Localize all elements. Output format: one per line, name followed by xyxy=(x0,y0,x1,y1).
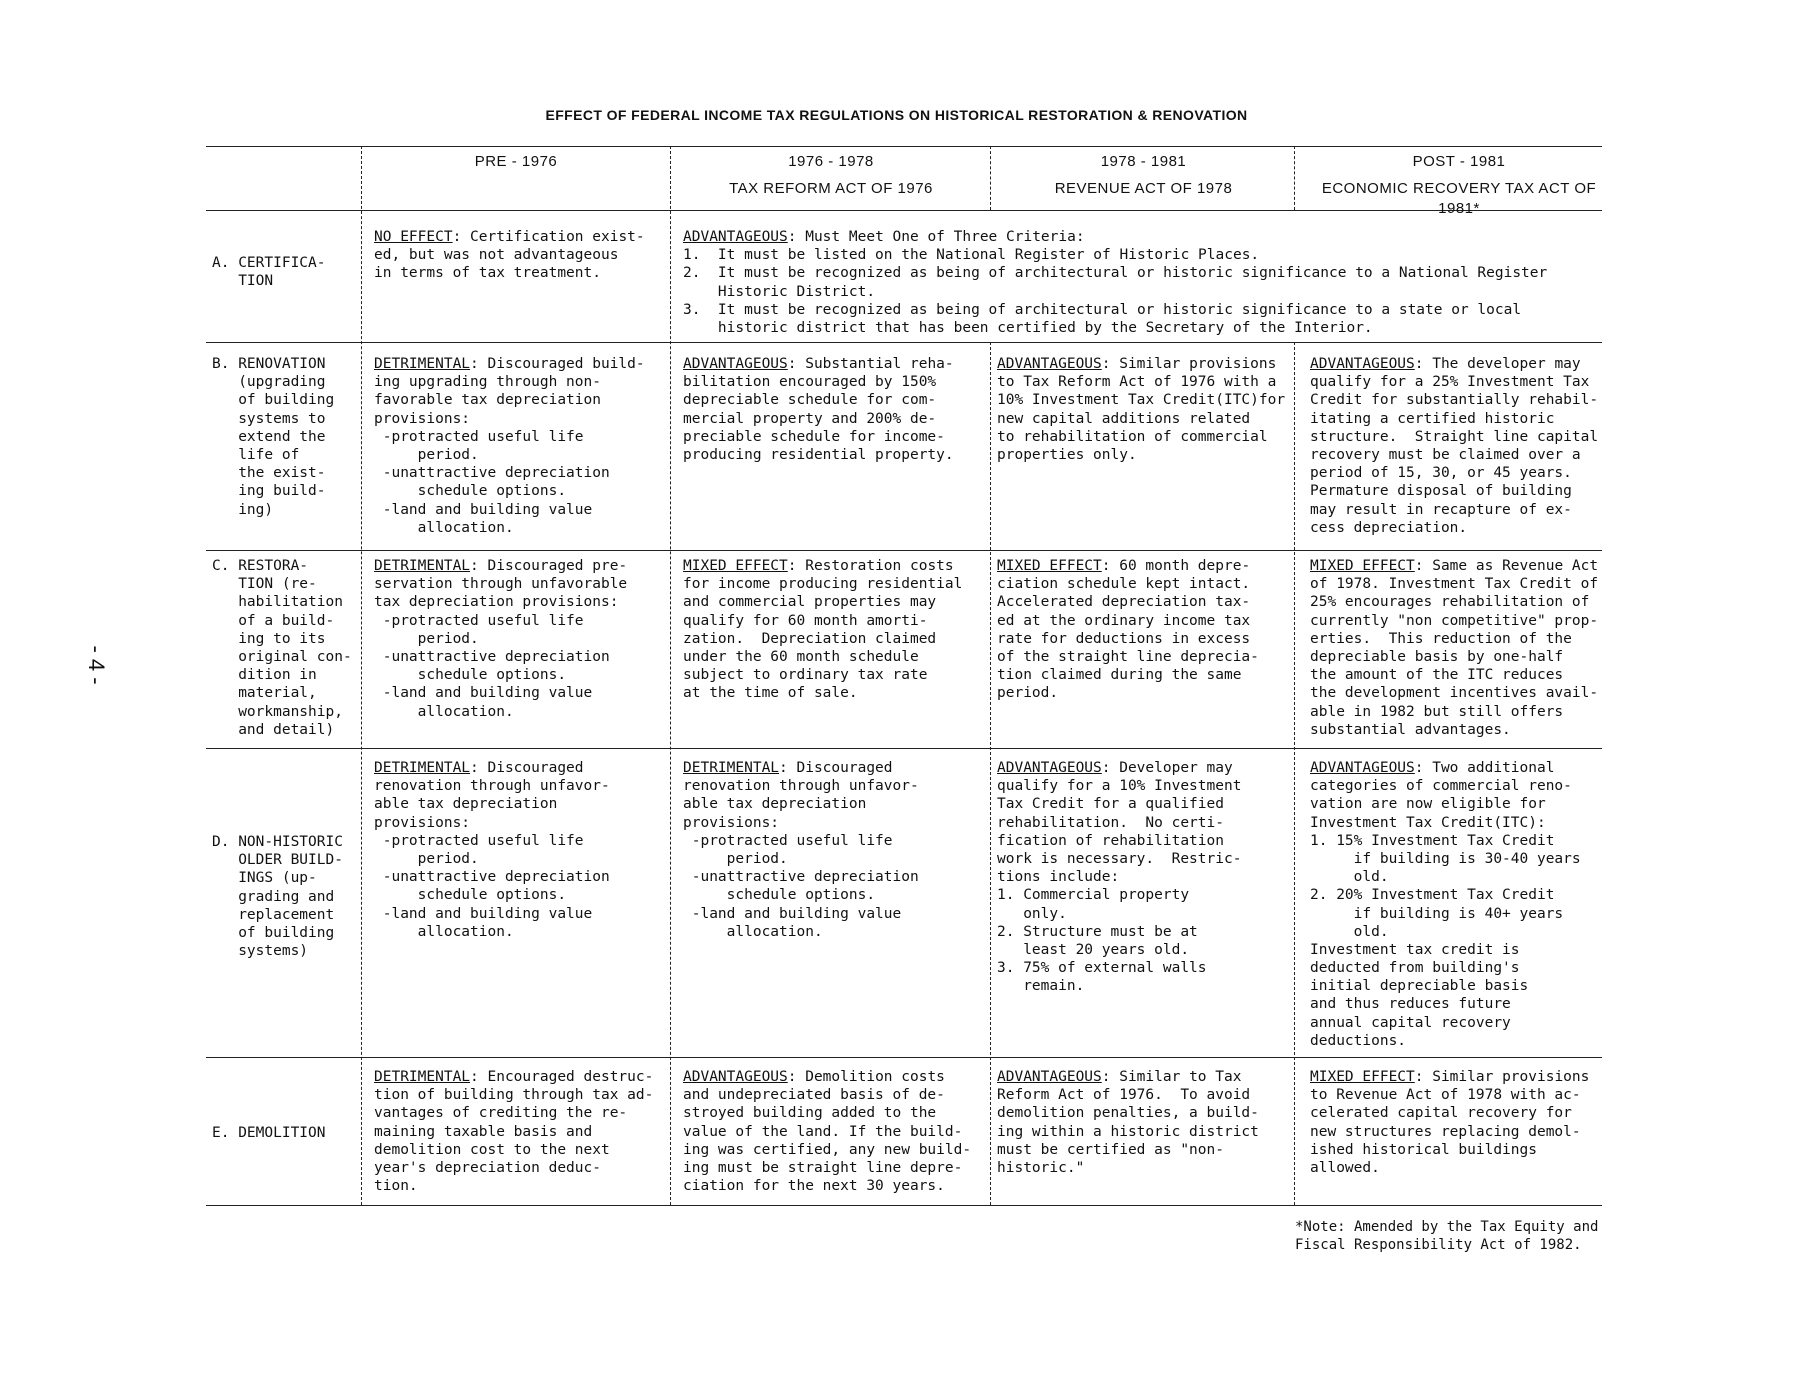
text-line: -protracted useful life xyxy=(683,832,893,849)
table-top-rule xyxy=(206,146,1602,147)
text-line: -land and building value xyxy=(374,685,593,702)
text-line: under the 60 month schedule xyxy=(683,648,919,665)
text-line: ADVANTAGEOUS: Demolition costs xyxy=(683,1069,945,1085)
effect-heading: MIXED EFFECT xyxy=(1310,1069,1415,1085)
row-label-restoration xyxy=(212,557,352,739)
text-line: value of the land. If the build- xyxy=(683,1123,963,1140)
text-line: the development incentives avail- xyxy=(1310,685,1599,702)
text-line: demolition cost to the next xyxy=(374,1141,610,1158)
effect-heading: ADVANTAGEOUS xyxy=(997,356,1102,372)
text-line: C. RESTORA- xyxy=(212,558,309,574)
text-line: period. xyxy=(683,850,788,867)
text-line: Historic District. xyxy=(683,283,876,300)
cell-non-historic-pre-1976 xyxy=(374,759,610,941)
text-line: producing residential property. xyxy=(683,446,954,463)
text-line: provisions: xyxy=(374,814,471,831)
text-line: old. xyxy=(1310,923,1389,940)
text-line: allocation. xyxy=(374,519,514,536)
text-line: tions include: xyxy=(997,869,1120,886)
text-line: systems to xyxy=(212,410,326,427)
effect-heading: DETRIMENTAL xyxy=(374,760,471,776)
effect-heading: MIXED EFFECT xyxy=(997,558,1102,574)
text-line: workmanship, xyxy=(212,703,343,720)
text-line: ADVANTAGEOUS: The developer may xyxy=(1310,356,1581,372)
text-line: 1. Commercial property xyxy=(997,887,1190,904)
text-line: ed at the ordinary income tax xyxy=(997,612,1251,629)
text-line: new capital additions related xyxy=(997,410,1251,427)
text-line: replacement xyxy=(212,906,335,923)
text-line: and thus reduces future xyxy=(1310,996,1511,1013)
text-line: old. xyxy=(1310,869,1389,886)
text-line: able tax depreciation xyxy=(683,796,867,813)
document-title: EFFECT OF FEDERAL INCOME TAX REGULATIONS ON HISTORICAL RESTORATION & RENOVATION xyxy=(545,107,1248,123)
text-line: qualify for a 10% Investment xyxy=(997,778,1242,795)
effect-heading: ADVANTAGEOUS xyxy=(997,760,1102,776)
text-line: 25% encourages rehabilitation of xyxy=(1310,594,1590,611)
text-line: the exist- xyxy=(212,465,326,482)
text-line: ADVANTAGEOUS: Similar to Tax xyxy=(997,1069,1242,1085)
text-line: MIXED EFFECT: 60 month depre- xyxy=(997,558,1251,574)
text-line: itating a certified historic xyxy=(1310,410,1555,427)
text-line: A. CERTIFICA- xyxy=(212,255,326,271)
text-line: DETRIMENTAL: Discouraged xyxy=(374,760,584,776)
text-line: the amount of the ITC reduces xyxy=(1310,667,1564,684)
text-line: -protracted useful life xyxy=(374,832,584,849)
column-divider xyxy=(361,146,362,1205)
effect-heading: ADVANTAGEOUS xyxy=(1310,760,1415,776)
text-line: period. xyxy=(997,685,1059,702)
text-line: provisions: xyxy=(374,410,471,427)
text-line: of 1978. Investment Tax Credit of xyxy=(1310,576,1599,593)
text-line: must be certified as "non- xyxy=(997,1141,1224,1158)
text-line: ADVANTAGEOUS: Developer may xyxy=(997,760,1233,776)
text-line: if building is 40+ years xyxy=(1310,905,1564,922)
text-line: Investment Tax Credit(ITC): xyxy=(1310,814,1546,831)
text-line: annual capital recovery xyxy=(1310,1014,1511,1031)
text-line: of a build- xyxy=(212,612,335,629)
cell-non-historic-1976-1978 xyxy=(683,759,919,941)
text-line: tion claimed during the same xyxy=(997,667,1242,684)
effect-heading: DETRIMENTAL xyxy=(374,558,471,574)
text-line: able in 1982 but still offers xyxy=(1310,703,1564,720)
text-line: celerated capital recovery for xyxy=(1310,1105,1572,1122)
cell-renovation-pre-1976 xyxy=(374,355,645,537)
text-line: provisions: xyxy=(683,814,780,831)
text-line: deductions. xyxy=(1310,1032,1407,1049)
text-line: in terms of tax treatment. xyxy=(374,265,601,282)
effect-heading: ADVANTAGEOUS xyxy=(997,1069,1102,1085)
text-line: of building xyxy=(212,392,335,409)
text-line: currently "non competitive" prop- xyxy=(1310,612,1599,629)
text-line: MIXED EFFECT: Same as Revenue Act xyxy=(1310,558,1599,574)
text-line: substantial advantages. xyxy=(1310,721,1511,738)
text-line: habilitation xyxy=(212,594,343,611)
row-c-bottom-rule xyxy=(206,748,1602,749)
text-line: -land and building value xyxy=(683,905,902,922)
text-line: preciable schedule for income- xyxy=(683,428,945,445)
text-line: ing must be straight line depre- xyxy=(683,1159,963,1176)
page-number: - 4 - xyxy=(84,645,109,685)
text-line: Fiscal Responsibility Act of 1982. xyxy=(1295,1237,1582,1254)
text-line: ADVANTAGEOUS: Similar provisions xyxy=(997,356,1277,372)
text-line: stroyed building added to the xyxy=(683,1105,937,1122)
cell-certification-pre-1976 xyxy=(374,228,645,283)
text-line: systems) xyxy=(212,943,309,960)
column-divider xyxy=(1294,342,1295,1205)
text-line: renovation through unfavor- xyxy=(683,778,919,795)
text-line: 2. 20% Investment Tax Credit xyxy=(1310,887,1555,904)
text-line: to Revenue Act of 1978 with ac- xyxy=(1310,1087,1581,1104)
effect-heading: ADVANTAGEOUS xyxy=(1310,356,1415,372)
text-line: subject to ordinary tax rate xyxy=(683,667,928,684)
text-line: depreciable schedule for com- xyxy=(683,392,937,409)
text-line: recovery must be claimed over a xyxy=(1310,446,1581,463)
text-line: demolition penalties, a build- xyxy=(997,1105,1259,1122)
text-line: -land and building value xyxy=(374,501,593,518)
column-header-pre-1976 xyxy=(366,151,666,179)
cell-non-historic-1978-1981 xyxy=(997,759,1241,995)
text-line: only. xyxy=(997,905,1067,922)
table-bottom-rule xyxy=(206,1205,1602,1206)
text-line: -unattractive depreciation xyxy=(374,648,610,665)
text-line: able tax depreciation xyxy=(374,796,558,813)
text-line: TION (re- xyxy=(212,576,317,593)
effect-heading: MIXED EFFECT xyxy=(1310,558,1415,574)
text-line: schedule options. xyxy=(374,887,567,904)
text-line: allowed. xyxy=(1310,1159,1380,1176)
cell-restoration-1978-1981 xyxy=(997,557,1259,703)
row-label-non-historic xyxy=(212,833,352,960)
cell-renovation-1978-1981 xyxy=(997,355,1285,464)
footnote xyxy=(1295,1218,1598,1254)
cell-restoration-post-1981 xyxy=(1310,557,1598,739)
text-line: ADVANTAGEOUS: Substantial reha- xyxy=(683,356,954,372)
text-line: vation are now eligible for xyxy=(1310,796,1546,813)
text-line: DETRIMENTAL: Encouraged destruc- xyxy=(374,1069,654,1085)
text-line: to rehabilitation of commercial xyxy=(997,428,1268,445)
text-line: E. DEMOLITION xyxy=(212,1125,326,1141)
text-line: least 20 years old. xyxy=(997,941,1190,958)
row-b-bottom-rule xyxy=(206,550,1602,551)
text-line: -unattractive depreciation xyxy=(374,869,610,886)
text-line: dition in xyxy=(212,667,317,684)
row-label-certification xyxy=(212,254,352,290)
text-line: allocation. xyxy=(683,923,823,940)
text-line: period. xyxy=(374,630,479,647)
text-line: MIXED EFFECT: Restoration costs xyxy=(683,558,954,574)
text-line: year's depreciation deduc- xyxy=(374,1159,601,1176)
row-d-bottom-rule xyxy=(206,1057,1602,1058)
text-line: and undepreciated basis of de- xyxy=(683,1087,945,1104)
cell-demolition-pre-1976 xyxy=(374,1068,653,1195)
text-line: new structures replacing demol- xyxy=(1310,1123,1581,1140)
text-line: remain. xyxy=(997,978,1085,995)
text-line: DETRIMENTAL: Discouraged pre- xyxy=(374,558,628,574)
text-line: and detail) xyxy=(212,721,335,738)
text-line: mercial property and 200% de- xyxy=(683,410,937,427)
cell-restoration-1976-1978 xyxy=(683,557,962,703)
column-header-1978-1981 xyxy=(996,151,1291,199)
column-years: POST - 1981 xyxy=(1412,153,1506,170)
effect-heading: DETRIMENTAL xyxy=(374,356,471,372)
column-divider xyxy=(990,146,991,210)
column-years: 1976 - 1978 xyxy=(788,153,874,170)
column-divider xyxy=(670,146,671,1205)
column-years: 1978 - 1981 xyxy=(1100,153,1187,170)
text-line: tax depreciation provisions: xyxy=(374,594,619,611)
text-line: rehabilitation. No certi- xyxy=(997,814,1224,831)
cell-non-historic-post-1981 xyxy=(1310,759,1581,1050)
text-line: schedule options. xyxy=(683,887,876,904)
text-line: ished historical buildings xyxy=(1310,1141,1537,1158)
text-line: to Tax Reform Act of 1976 with a xyxy=(997,374,1277,391)
text-line: qualify for a 25% Investment Tax xyxy=(1310,374,1590,391)
text-line: ADVANTAGEOUS: Two additional xyxy=(1310,760,1555,776)
text-line: for income producing residential xyxy=(683,576,963,593)
row-a-bottom-rule xyxy=(206,342,1602,343)
text-line: ing within a historic district xyxy=(997,1123,1259,1140)
text-line: work is necessary. Restric- xyxy=(997,850,1242,867)
text-line: B. RENOVATION xyxy=(212,356,326,372)
text-line: extend the xyxy=(212,428,326,445)
text-line: historic district that has been certified by the Secretary of the Interior. xyxy=(683,319,1373,336)
text-line: ing build- xyxy=(212,483,326,500)
column-header-1976-1978 xyxy=(676,151,986,199)
text-line: period of 15, 30, or 45 years. xyxy=(1310,465,1572,482)
cell-renovation-post-1981 xyxy=(1310,355,1598,537)
text-line: servation through unfavorable xyxy=(374,576,628,593)
text-line: allocation. xyxy=(374,703,514,720)
text-line: at the time of sale. xyxy=(683,685,858,702)
text-line: 1. It must be listed on the National Register of Historic Places. xyxy=(683,247,1260,264)
column-divider xyxy=(1294,146,1295,210)
text-line: OLDER BUILD- xyxy=(212,852,343,869)
cell-demolition-1978-1981 xyxy=(997,1068,1259,1177)
text-line: D. NON-HISTORIC xyxy=(212,834,343,850)
text-line: 10% Investment Tax Credit(ITC)for xyxy=(997,392,1286,409)
text-line: categories of commercial reno- xyxy=(1310,778,1572,795)
text-line: qualify for 60 month amorti- xyxy=(683,612,928,629)
row-label-demolition xyxy=(212,1124,352,1142)
text-line: 2. It must be recognized as being of architectural or historic significance to a National Register xyxy=(683,265,1548,282)
text-line: Credit for substantially rehabil- xyxy=(1310,392,1599,409)
effect-heading: ADVANTAGEOUS xyxy=(683,356,788,372)
text-line: INGS (up- xyxy=(212,870,317,887)
text-line: deducted from building's xyxy=(1310,960,1520,977)
text-line: 2. Structure must be at xyxy=(997,923,1198,940)
text-line: -unattractive depreciation xyxy=(683,869,919,886)
text-line: renovation through unfavor- xyxy=(374,778,610,795)
text-line: Reform Act of 1976. To avoid xyxy=(997,1087,1251,1104)
text-line: ed, but was not advantageous xyxy=(374,247,619,264)
effect-heading: NO EFFECT xyxy=(374,229,453,245)
text-line: 3. It must be recognized as being of architectural or historic significance to a state or local xyxy=(683,301,1522,318)
text-line: historic." xyxy=(997,1159,1085,1176)
column-act: TAX REFORM ACT OF 1976 xyxy=(729,180,933,197)
text-line: -land and building value xyxy=(374,905,593,922)
effect-heading: ADVANTAGEOUS xyxy=(683,229,788,245)
column-header-post-1981 xyxy=(1299,151,1619,219)
text-line: original con- xyxy=(212,648,352,665)
text-line: cess depreciation. xyxy=(1310,519,1468,536)
text-line: tion of building through tax ad- xyxy=(374,1087,654,1104)
column-act: REVENUE ACT OF 1978 xyxy=(1054,180,1233,197)
text-line: initial depreciable basis xyxy=(1310,978,1529,995)
text-line: Investment tax credit is xyxy=(1310,941,1520,958)
text-line: of building xyxy=(212,924,335,941)
effect-heading: DETRIMENTAL xyxy=(374,1069,471,1085)
text-line: TION xyxy=(212,273,274,290)
text-line: vantages of crediting the re- xyxy=(374,1105,628,1122)
text-line: -protracted useful life xyxy=(374,612,584,629)
text-line: of the straight line deprecia- xyxy=(997,648,1259,665)
text-line: grading and xyxy=(212,888,335,905)
text-line: ing) xyxy=(212,501,274,518)
text-line: ADVANTAGEOUS: Must Meet One of Three Criteria: xyxy=(683,229,1085,245)
text-line: 1. 15% Investment Tax Credit xyxy=(1310,832,1555,849)
text-line: allocation. xyxy=(374,923,514,940)
text-line: 3. 75% of external walls xyxy=(997,960,1207,977)
effect-heading: DETRIMENTAL xyxy=(683,760,780,776)
text-line: MIXED EFFECT: Similar provisions xyxy=(1310,1069,1590,1085)
cell-restoration-pre-1976 xyxy=(374,557,627,721)
text-line: rate for deductions in excess xyxy=(997,630,1251,647)
column-act: ECONOMIC RECOVERY TAX ACT OF 1981* xyxy=(1321,180,1597,217)
cell-renovation-1976-1978 xyxy=(683,355,954,464)
column-divider xyxy=(990,342,991,1205)
text-line: period. xyxy=(374,850,479,867)
text-line: Permature disposal of building xyxy=(1310,483,1572,500)
text-line: DETRIMENTAL: Discouraged build- xyxy=(374,356,645,372)
text-line: schedule options. xyxy=(374,667,567,684)
text-line: material, xyxy=(212,685,317,702)
text-line: ing upgrading through non- xyxy=(374,374,601,391)
text-line: Accelerated depreciation tax- xyxy=(997,594,1251,611)
text-line: zation. Depreciation claimed xyxy=(683,630,937,647)
text-line: bilitation encouraged by 150% xyxy=(683,374,937,391)
text-line: favorable tax depreciation xyxy=(374,392,601,409)
row-label-renovation xyxy=(212,355,352,519)
text-line: and commercial properties may xyxy=(683,594,937,611)
text-line: erties. This reduction of the xyxy=(1310,630,1572,647)
text-line: schedule options. xyxy=(374,483,567,500)
text-line: ing was certified, any new build- xyxy=(683,1141,972,1158)
text-line: properties only. xyxy=(997,446,1137,463)
text-line: -protracted useful life xyxy=(374,428,584,445)
cell-certification-criteria xyxy=(683,228,1547,337)
text-line: depreciable basis by one-half xyxy=(1310,648,1564,665)
text-line: (upgrading xyxy=(212,374,326,391)
text-line: tion. xyxy=(374,1178,418,1195)
text-line: NO EFFECT: Certification exist- xyxy=(374,229,645,245)
cell-demolition-post-1981 xyxy=(1310,1068,1589,1177)
column-years: PRE - 1976 xyxy=(474,153,558,170)
text-line: -unattractive depreciation xyxy=(374,465,610,482)
text-line: structure. Straight line capital xyxy=(1310,428,1599,445)
text-line: ciation schedule kept intact. xyxy=(997,576,1251,593)
effect-heading: ADVANTAGEOUS xyxy=(683,1069,788,1085)
text-line: if building is 30-40 years xyxy=(1310,850,1581,867)
text-line: maining taxable basis and xyxy=(374,1123,593,1140)
cell-demolition-1976-1978 xyxy=(683,1068,971,1195)
text-line: fication of rehabilitation xyxy=(997,832,1224,849)
text-line: may result in recapture of ex- xyxy=(1310,501,1572,518)
text-line: life of xyxy=(212,446,300,463)
text-line: *Note: Amended by the Tax Equity and xyxy=(1295,1219,1599,1235)
text-line: Tax Credit for a qualified xyxy=(997,796,1224,813)
text-line: ing to its xyxy=(212,630,326,647)
text-line: ciation for the next 30 years. xyxy=(683,1178,945,1195)
text-line: DETRIMENTAL: Discouraged xyxy=(683,760,893,776)
effect-heading: MIXED EFFECT xyxy=(683,558,788,574)
text-line: period. xyxy=(374,446,479,463)
